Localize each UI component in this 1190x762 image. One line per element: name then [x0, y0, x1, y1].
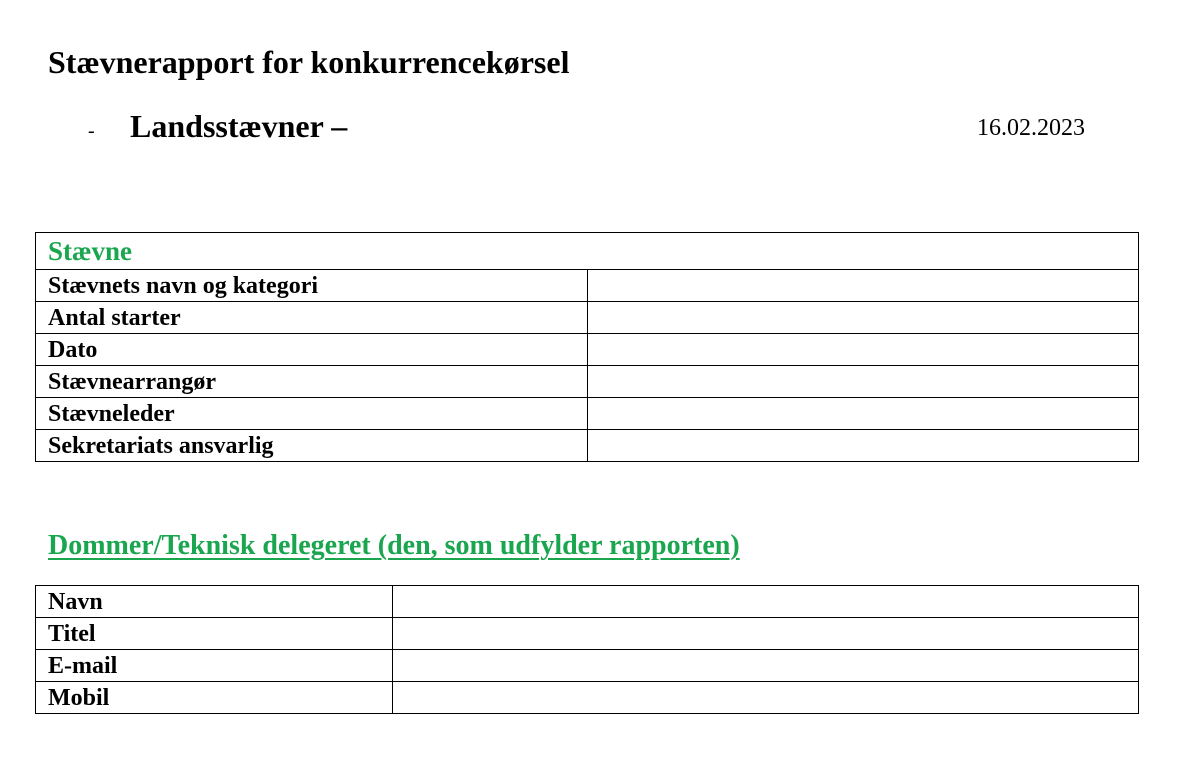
table-row	[36, 682, 1139, 714]
table-header-row	[36, 233, 1139, 270]
table-row	[36, 586, 1139, 618]
field-value[interactable]	[393, 682, 1139, 714]
field-label: Mobil	[36, 682, 393, 714]
table-row	[36, 366, 1139, 398]
field-value[interactable]	[587, 366, 1139, 398]
event-table	[35, 232, 1139, 462]
field-label: Sekretariats ansvarlig	[36, 430, 588, 462]
judge-table	[35, 585, 1139, 714]
field-label: Navn	[36, 586, 393, 618]
page-title: Stævnerapport for konkurrencekørsel	[48, 44, 570, 80]
table-row	[36, 270, 1139, 302]
field-value[interactable]	[587, 398, 1139, 430]
table-row	[36, 334, 1139, 366]
field-value[interactable]	[393, 586, 1139, 618]
event-section-heading: Stævne	[36, 233, 1139, 270]
table-row	[36, 618, 1139, 650]
field-label: Titel	[36, 618, 393, 650]
field-value[interactable]	[587, 270, 1139, 302]
judge-section-heading: Dommer/Teknisk delegeret (den, som udfylder rapporten)	[48, 530, 740, 561]
table-row	[36, 650, 1139, 682]
field-value[interactable]	[587, 430, 1139, 462]
document-date: 16.02.2023	[977, 115, 1085, 141]
field-value[interactable]	[587, 334, 1139, 366]
field-value[interactable]	[393, 650, 1139, 682]
table-row	[36, 430, 1139, 462]
field-label: Stævneleder	[36, 398, 588, 430]
table-row	[36, 302, 1139, 334]
table-row	[36, 398, 1139, 430]
field-label: Dato	[36, 334, 588, 366]
subtitle-dash: -	[88, 120, 95, 142]
field-value[interactable]	[393, 618, 1139, 650]
field-label: Stævnearrangør	[36, 366, 588, 398]
field-label: Antal starter	[36, 302, 588, 334]
page-subtitle: Landsstævner –	[130, 108, 348, 144]
field-label: E-mail	[36, 650, 393, 682]
field-value[interactable]	[587, 302, 1139, 334]
field-label: Stævnets navn og kategori	[36, 270, 588, 302]
